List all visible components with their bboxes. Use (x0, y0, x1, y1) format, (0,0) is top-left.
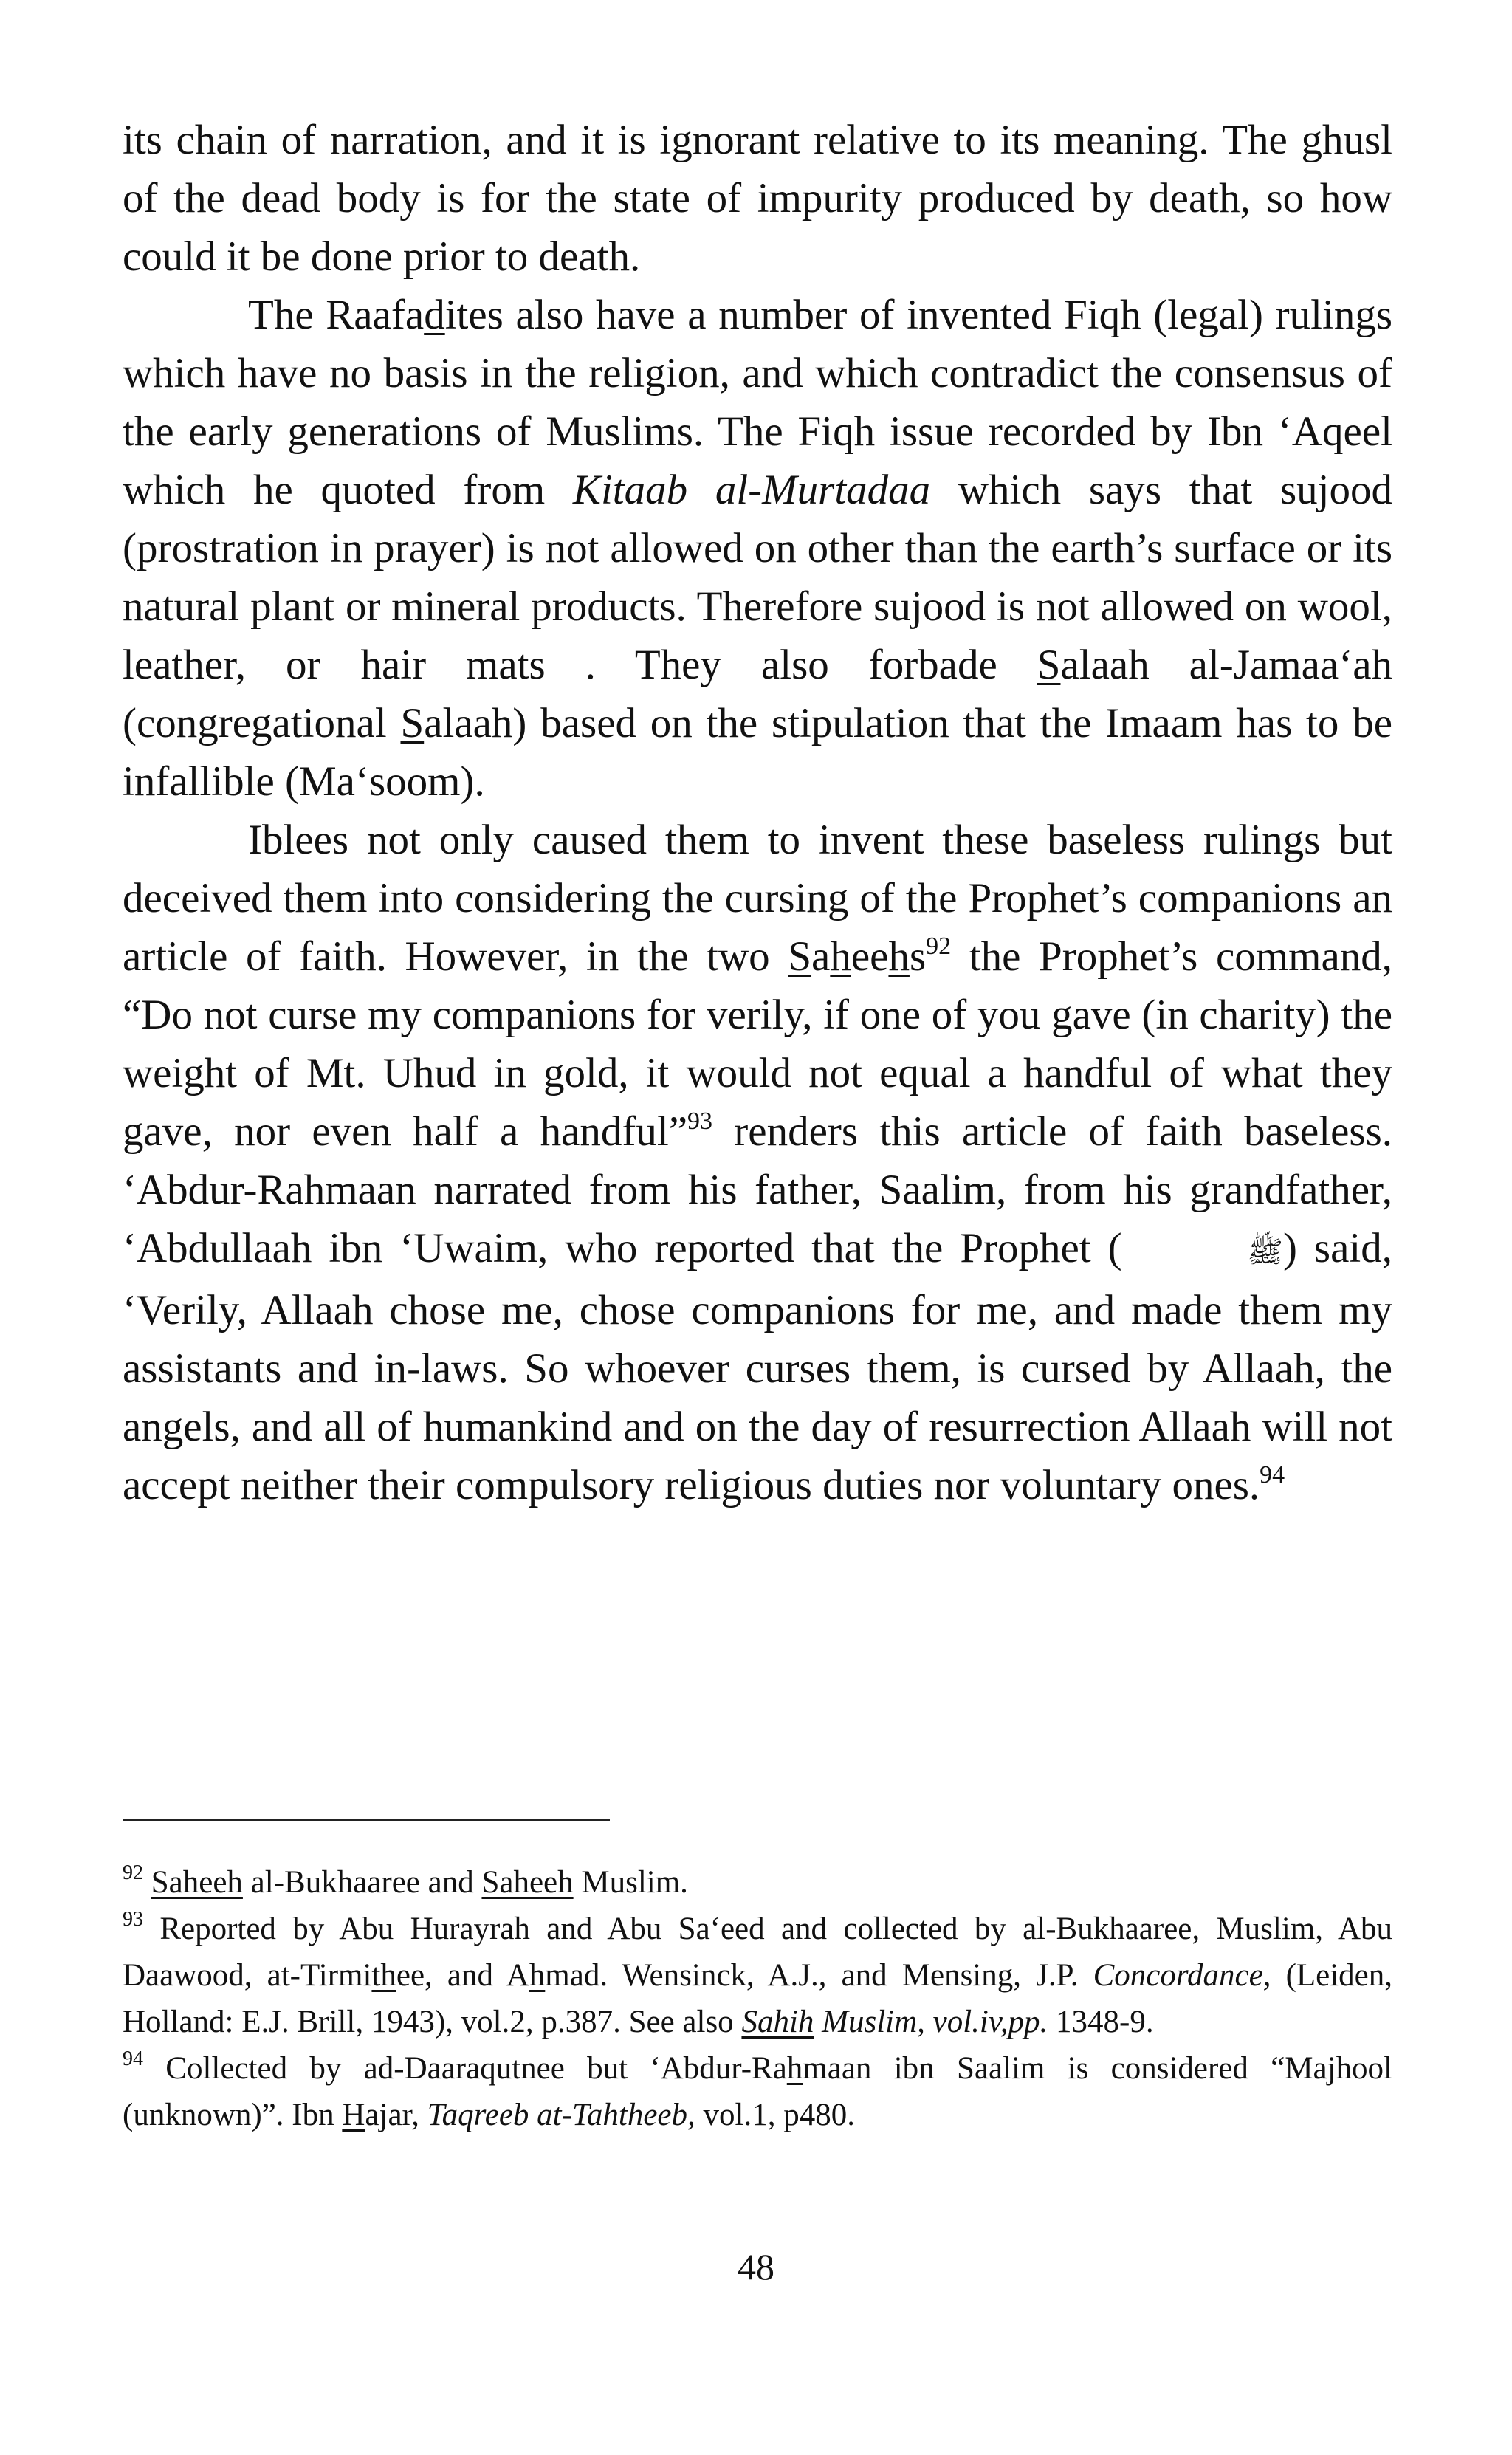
fn94-d: vol.1, p480. (695, 2098, 855, 2132)
paragraph-1 (123, 111, 1392, 286)
paragraph-2 (123, 286, 1392, 811)
fn94-book-taqreeb: Taqreeb at-Tahtheeb, (427, 2098, 695, 2132)
fn94-c: ajar, (365, 2098, 427, 2132)
p2-d: alaah al-Jamaa‘ah (congregational (123, 642, 1392, 746)
footnote-ref-92[interactable]: 92 (926, 933, 952, 960)
fn93-d: (Leiden, Holland: E.J. Brill, 1943), vol.2, p.387. See also (123, 1958, 1393, 2039)
p3-b: the Prophet’s command, “Do not curse my companions for verily, if one of you gave (in charity) the weight of Mt. Uhud in gold, it would not equal a handful of what they gave, nor even half a handful” (123, 933, 1392, 1155)
p2-a-u: d (424, 292, 445, 338)
p3-a: Iblees not only caused them to invent these baseless rulings but deceived them into considering the cursing of the Prophet’s companions an article of faith. However, in the two (123, 817, 1392, 980)
fn94-a: Collected by ad-Daaraqutnee but ‘Abdur-Ra (143, 2051, 787, 2086)
p2-e: alaah) based on the stipulation that the Imaam has to be infallible (Ma‘soom). (123, 700, 1393, 805)
fn92-mid: al-Bukhaaree and (242, 1865, 482, 1900)
fn93-book-muslim: Muslim, vol.iv,pp. (814, 2005, 1048, 2039)
footnote-93-number: 93 (123, 1908, 143, 1931)
fn93-book-concordance: Concordance, (1093, 1958, 1271, 1993)
fn92-u1: Saheeh (151, 1865, 243, 1900)
p3-sah-s: S (788, 933, 812, 980)
fn92-end: Muslim. (573, 1865, 688, 1900)
page-number: 48 (738, 2246, 774, 2287)
footnote-92 (123, 1859, 1392, 1906)
book-title-kitaab-al-murtadaa: Kitaab al-Murtadaa (572, 467, 931, 513)
p3-sah-a: a (811, 933, 831, 980)
footnote-ref-93[interactable]: 93 (687, 1108, 713, 1135)
footnote-divider (123, 1819, 610, 1821)
fn93-u-h: h (529, 1958, 546, 1993)
p3-sah-h: h (830, 933, 851, 980)
p3-sah-s2: s (909, 933, 927, 980)
p2-c: which says that sujood (prostration in prayer) is not allowed on other than the earth’s surface or its natural plant or mineral products. Therefore sujood is not allowed on wool, leather, or hair mats . They also forbade (123, 467, 1392, 688)
fn93-u-th: th (371, 1958, 396, 1993)
footnote-93 (123, 1906, 1392, 2045)
p3-sah-h2: h (888, 933, 910, 980)
fn94-b: maan ibn Saalim is considered “Majhool (unknown)”. Ibn (123, 2051, 1392, 2132)
fn93-e: 1348-9. (1048, 2005, 1154, 2039)
page-body (123, 111, 1392, 1514)
footnotes (123, 1859, 1392, 2138)
p2-a: The Raafa (248, 292, 425, 338)
fn94-u-h: h (786, 2051, 803, 2086)
fn94-u-hajar: H (342, 2098, 365, 2132)
p2-s1: S (1037, 642, 1061, 688)
footnote-92-number: 92 (123, 1861, 143, 1884)
fn92-u2: Saheeh (481, 1865, 574, 1900)
fn93-b: ee, and A (396, 1958, 529, 1993)
footnote-94-number: 94 (123, 2047, 143, 2070)
p3-sah-ee: ee (850, 933, 889, 980)
honorific-symbol: ﷺ (1247, 1235, 1283, 1268)
p2-s2: S (400, 700, 425, 746)
fn93-c: mad. Wensinck, A.J., and Mensing, J.P. (545, 1958, 1093, 1993)
footnote-ref-94[interactable]: 94 (1260, 1461, 1285, 1489)
fn93-a: Reported by Abu Hurayrah and Abu Sa‘eed and collected by al-Bukhaaree, Muslim, Abu Daawood, at-Tirmi (123, 1912, 1392, 1993)
p2-b: ites also have a number of invented Fiqh (legal) rulings which have no basis in the religion, and which contradict the consensus of the early generations of Muslims. The Fiqh issue recorded by Ibn ‘Aqeel which he quoted from (123, 292, 1392, 513)
p3-c: renders this article of faith baseless. ‘Abdur-Rahmaan narrated from his father, Saalim, from his grandfather, ‘Abdullaah ibn ‘Uwaim, who reported that the Prophet ( (123, 1108, 1393, 1271)
paragraph-1-text: its chain of narration, and it is ignorant relative to its meaning. The ghusl of the dead body is for the state of impurity produced by death, so how could it be done prior to death. (123, 117, 1392, 280)
p3-d: ) said, ‘Verily, Allaah chose me, chose companions for me, and made them my assistants and in-laws. So whoever curses them, is cursed by Allaah, the angels, and all of humankind and on the day of resurrection Allaah will not accept neither their compulsory religious duties nor voluntary ones. (123, 1225, 1392, 1508)
body-text (123, 111, 1392, 1514)
footnote-94 (123, 2045, 1392, 2138)
fn93-book-sahih: Sahih (741, 2005, 814, 2039)
paragraph-3 (123, 811, 1392, 1514)
